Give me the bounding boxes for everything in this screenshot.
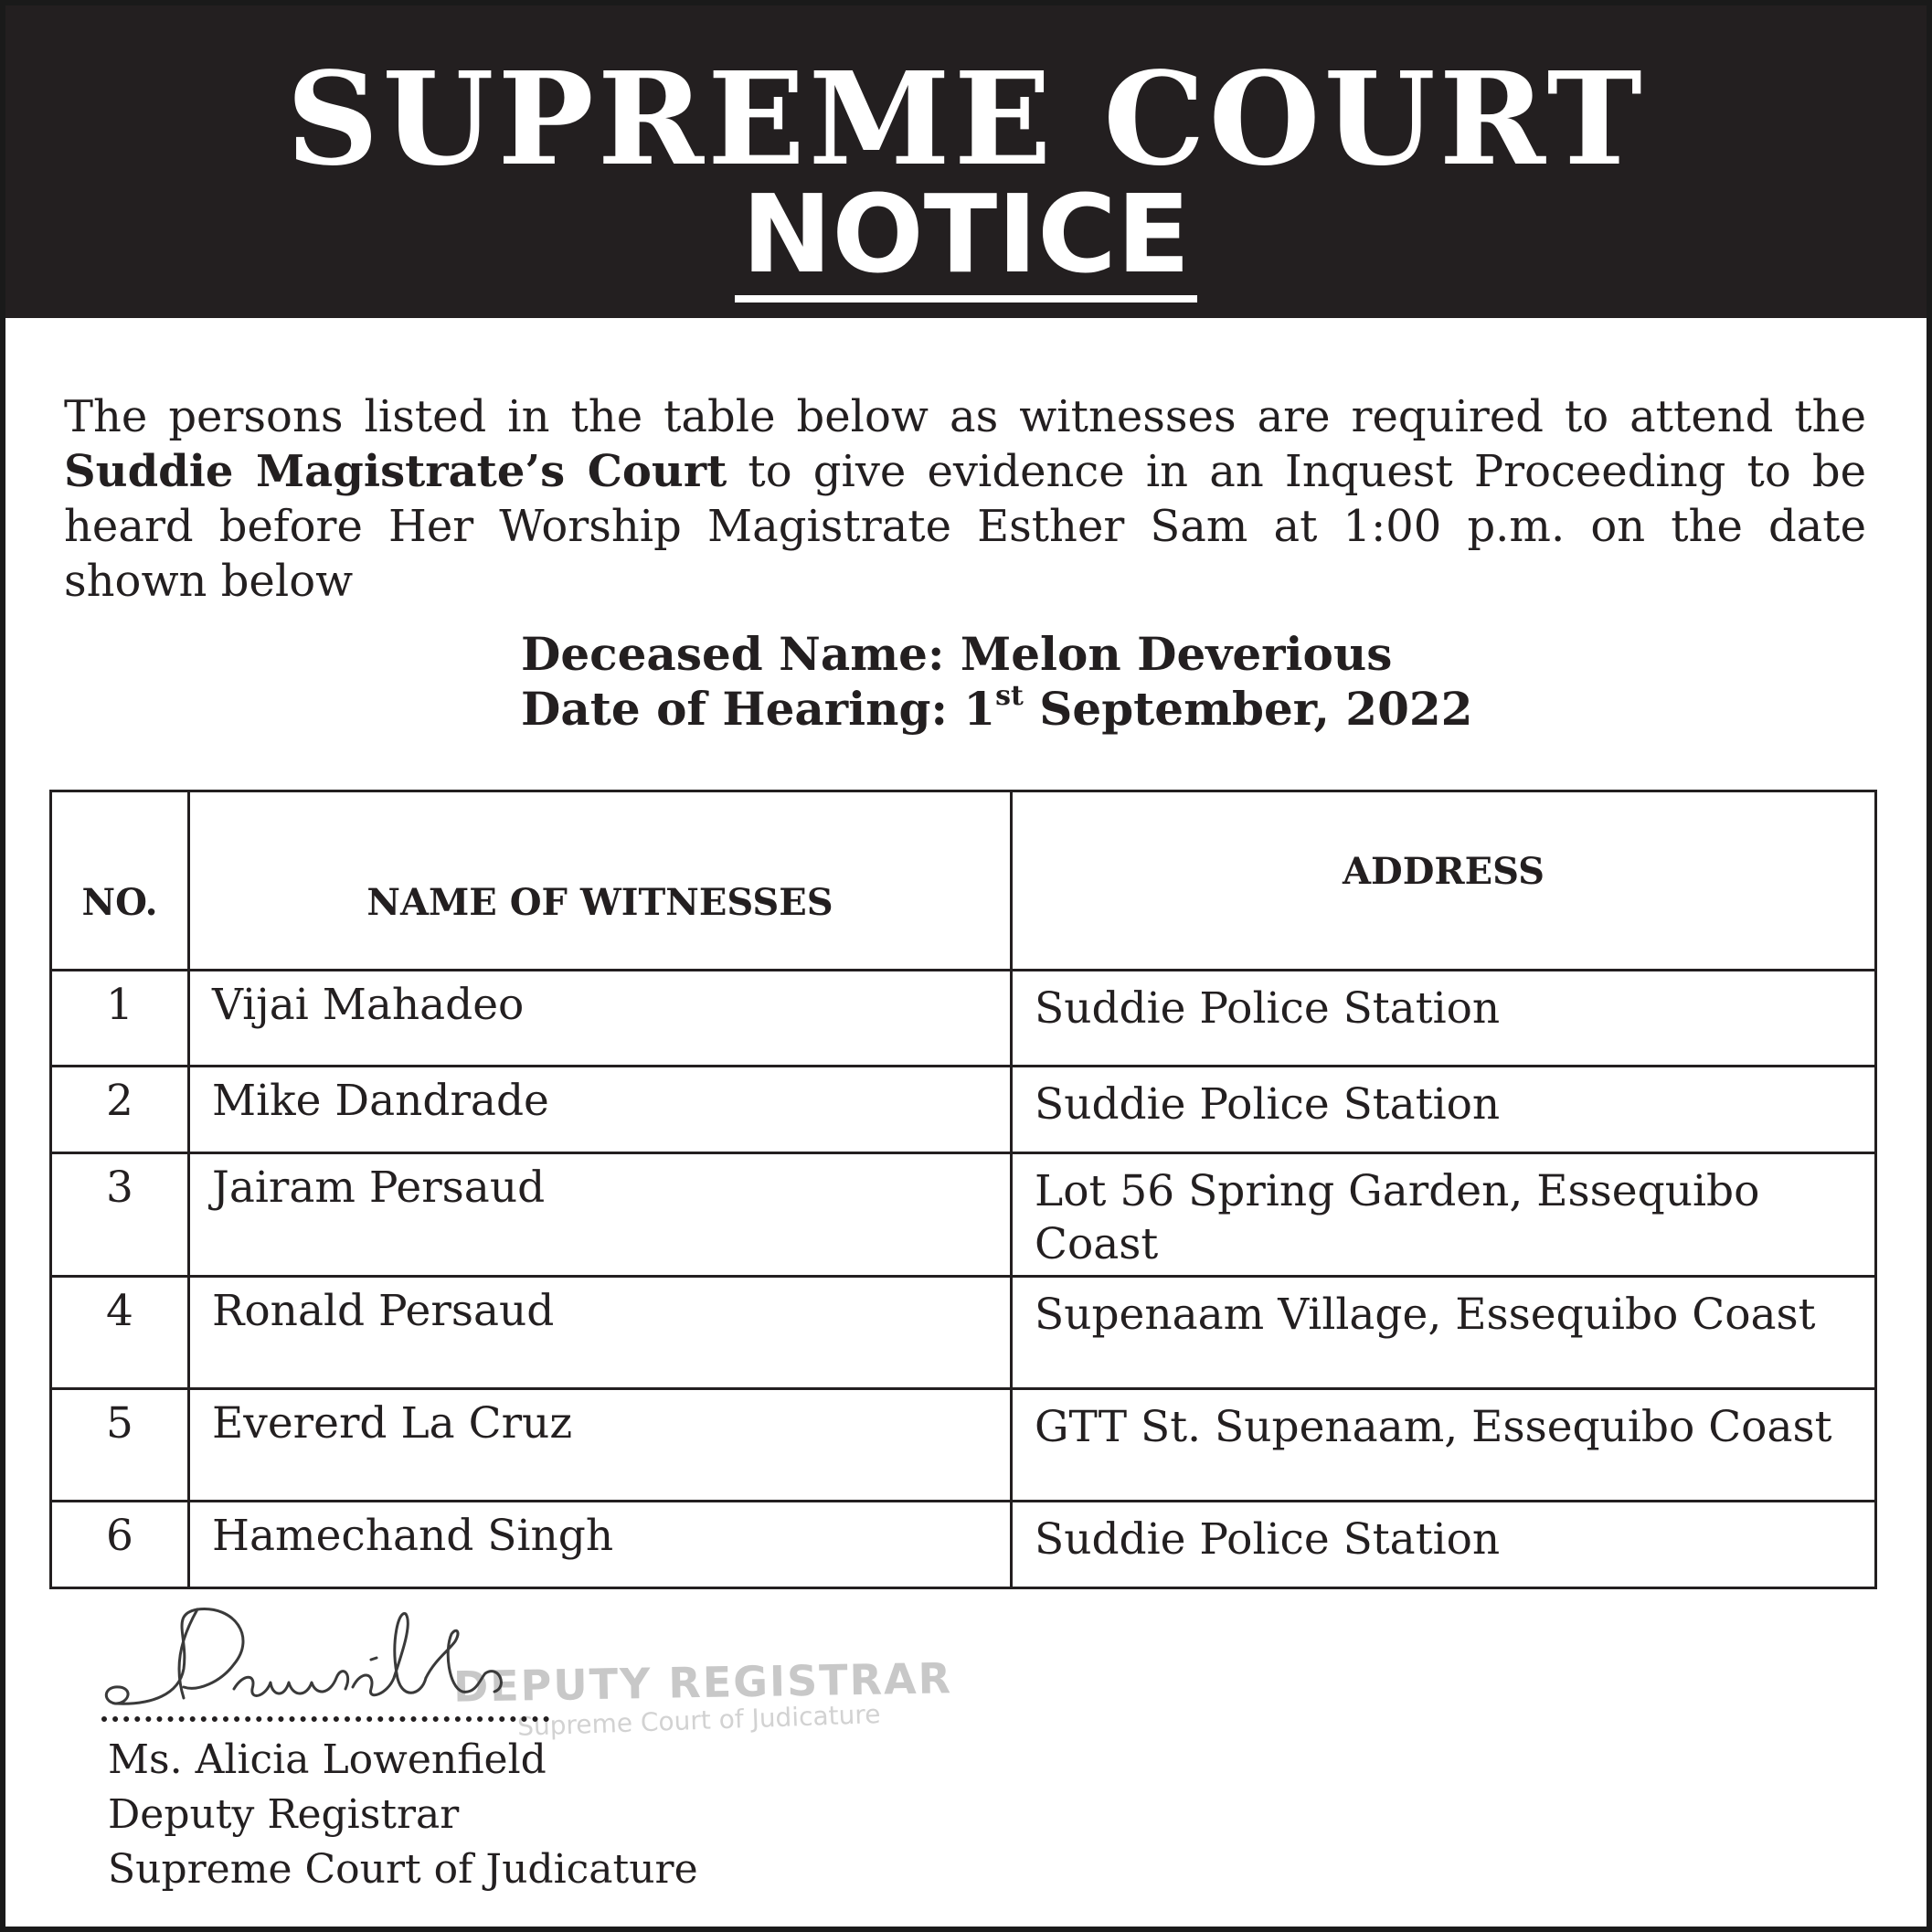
- registrar-stamp: DEPUTY REGISTRAR: [452, 1653, 953, 1712]
- witness-name: Mike Dandrade: [189, 1067, 1012, 1153]
- signature-stroke: [371, 1658, 377, 1660]
- witness-address: Suddie Police Station: [1012, 1067, 1876, 1153]
- hearing-line: [521, 682, 1472, 737]
- court-name: Suddie Magistrate’s Court: [64, 446, 727, 497]
- witness-no: 4: [51, 1277, 189, 1389]
- signature-image: [97, 1587, 645, 1724]
- witness-address: GTT St. Supenaam, Essequibo Coast: [1012, 1389, 1876, 1502]
- hearing-day: 1: [963, 682, 996, 736]
- header-address: ADDRESS: [1012, 791, 1876, 971]
- witness-name: Ronald Persaud: [189, 1277, 1012, 1389]
- witness-name: Jairam Persaud: [189, 1153, 1012, 1277]
- witness-no: 1: [51, 971, 189, 1067]
- table-row: [51, 1277, 1876, 1389]
- case-info: [521, 627, 1472, 737]
- deceased-name: Melon Deverious: [960, 627, 1393, 681]
- signature-stroke: [353, 1614, 426, 1695]
- header-subtitle-wrapper: [5, 171, 1927, 303]
- witness-name: Evererd La Cruz: [189, 1389, 1012, 1502]
- witness-address: Lot 56 Spring Garden, Essequibo Coast: [1012, 1153, 1876, 1277]
- witness-table: [49, 790, 1877, 1589]
- witness-no: 2: [51, 1067, 189, 1153]
- witness-address: Suddie Police Station: [1012, 971, 1876, 1067]
- signature-stroke: [234, 1672, 348, 1696]
- intro-paragraph: [64, 389, 1866, 609]
- signature-stroke: [426, 1630, 501, 1692]
- table-row: [51, 1502, 1876, 1588]
- signatory-organization: Supreme Court of Judicature: [108, 1846, 698, 1893]
- witness-no: 3: [51, 1153, 189, 1277]
- intro-text-after: to give evidence in an Inquest Proceeding to be heard before Her Worship Magistrate Esther Sam at 1:00 p.m. on the date shown below: [64, 446, 1866, 607]
- signatory-name: Ms. Alicia Lowenfield: [108, 1736, 547, 1783]
- table-header-row: [51, 791, 1876, 971]
- witness-no: 5: [51, 1389, 189, 1502]
- header-name: NAME OF WITNESSES: [189, 791, 1012, 971]
- witness-address: Suddie Police Station: [1012, 1502, 1876, 1588]
- registrar-stamp-subtitle: Supreme Court of Judicature: [516, 1699, 881, 1742]
- header-banner: [5, 5, 1927, 318]
- table-row: [51, 971, 1876, 1067]
- hearing-label: Date of Hearing:: [521, 682, 948, 736]
- signatory-position: Deputy Registrar: [108, 1791, 460, 1838]
- witness-no: 6: [51, 1502, 189, 1588]
- signature-stroke: [106, 1609, 243, 1704]
- hearing-day-suffix: st: [995, 680, 1024, 712]
- header-subtitle: NOTICE: [735, 175, 1198, 303]
- hearing-rest: September, 2022: [1039, 682, 1473, 736]
- table-row: [51, 1153, 1876, 1277]
- signatory-block: [108, 1733, 698, 1897]
- witness-name: Vijai Mahadeo: [189, 971, 1012, 1067]
- header-no: NO.: [51, 791, 189, 971]
- witness-address: Supenaam Village, Essequibo Coast: [1012, 1277, 1876, 1389]
- intro-text-before: The persons listed in the table below as witnesses are required to attend the: [64, 391, 1866, 442]
- table-row: [51, 1067, 1876, 1153]
- deceased-label: Deceased Name:: [521, 627, 945, 681]
- deceased-line: [521, 627, 1472, 682]
- witness-name: Hamechand Singh: [189, 1502, 1012, 1588]
- header-title: SUPREME COURT: [286, 45, 1646, 195]
- signature-line: [101, 1716, 549, 1722]
- table-row: [51, 1389, 1876, 1502]
